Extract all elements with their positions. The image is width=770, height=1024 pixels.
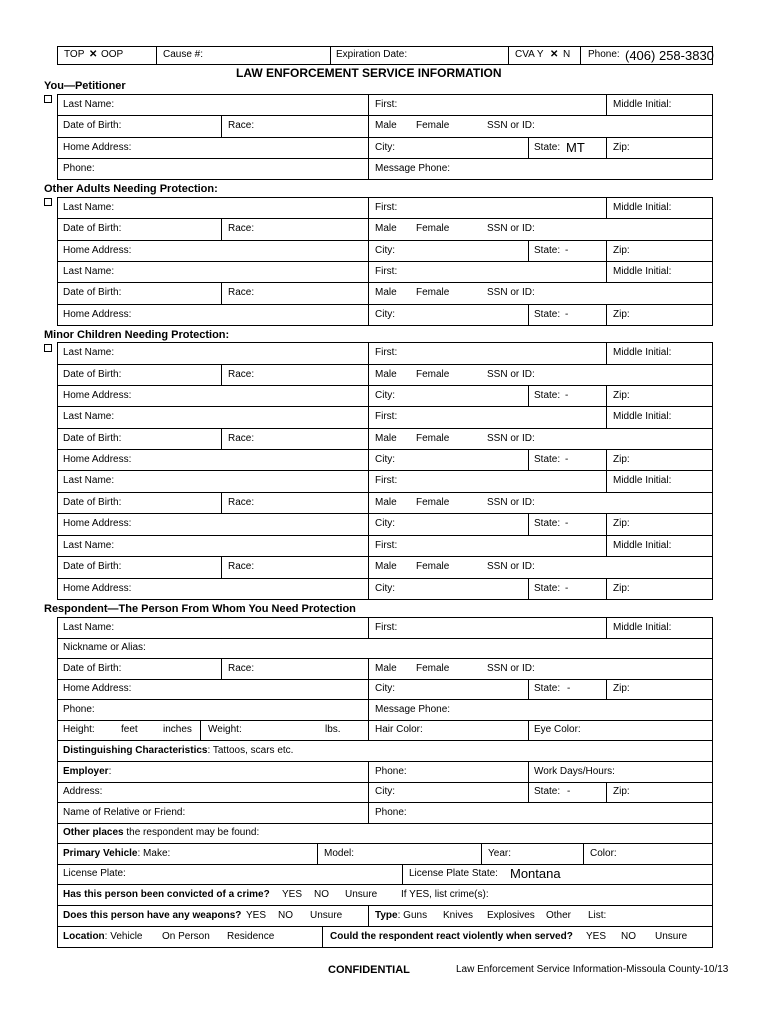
respondent-hair-color-field[interactable]: Hair Color: (375, 724, 423, 735)
child1-race-field[interactable]: Race: (228, 369, 255, 380)
vehicle-make-label: : Make: (137, 848, 171, 859)
location-residence-option[interactable]: Residence (227, 931, 275, 942)
respondent-dob-field[interactable]: Date of Birth: (63, 663, 122, 674)
child2-dob-field[interactable]: Date of Birth: (63, 433, 122, 444)
respondent-plate-state-label: License Plate State: (409, 868, 498, 879)
child1-male-option[interactable]: Male (375, 369, 397, 380)
petitioner-home-address-field[interactable]: Home Address: (63, 142, 132, 153)
child1-city-field[interactable]: City: (375, 390, 395, 401)
respondent-message-phone-field[interactable]: Message Phone: (375, 704, 451, 715)
child3-male-option[interactable]: Male (375, 497, 397, 508)
adult2-dob-field[interactable]: Date of Birth: (63, 287, 122, 298)
respondent-male-option[interactable]: Male (375, 663, 397, 674)
respondent-employer-field[interactable] (63, 766, 111, 778)
respondent-height-field[interactable]: Height: (63, 724, 95, 735)
child1-first-name-field[interactable]: First: (375, 347, 398, 358)
type-label: Type (375, 910, 398, 921)
child3-last-name-field[interactable]: Last Name: (63, 475, 115, 486)
child1-home-address-field[interactable]: Home Address: (63, 390, 132, 401)
child4-race-field[interactable]: Race: (228, 561, 255, 572)
respondent-race-field[interactable]: Race: (228, 663, 255, 674)
petitioner-phone-field[interactable]: Phone: (63, 163, 95, 174)
child1-state-dash: - (565, 390, 569, 401)
child3-first-name-field[interactable]: First: (375, 475, 398, 486)
child3-home-address-field[interactable]: Home Address: (63, 518, 132, 529)
respondent-female-option[interactable]: Female (416, 663, 450, 674)
location-vehicle-label: : Vehicle (104, 931, 143, 942)
child1-zip-field[interactable]: Zip: (613, 390, 630, 401)
adult1-zip-field[interactable]: Zip: (613, 245, 630, 256)
phone-label: Phone: (588, 49, 620, 60)
respondent-employer-address-field[interactable]: Address: (63, 786, 103, 797)
respondent-feet-label: feet (121, 724, 138, 735)
adult2-race-field[interactable]: Race: (228, 287, 255, 298)
adult1-last-name-field[interactable]: Last Name: (63, 202, 115, 213)
convicted-yes-option[interactable]: YES (282, 889, 303, 900)
respondent-nickname-field[interactable]: Nickname or Alias: (63, 642, 146, 653)
adult2-zip-field[interactable]: Zip: (613, 309, 630, 320)
petitioner-checkbox[interactable] (44, 95, 52, 103)
type-guns-label: : Guns (397, 910, 428, 921)
distinguishing-label: Distinguishing Characteristics (63, 745, 208, 756)
child2-state-dash: - (565, 454, 569, 465)
child2-state-field[interactable]: State: (534, 454, 561, 465)
respondent-lbs-label: lbs. (325, 724, 341, 735)
respondent-work-days-field[interactable]: Work Days/Hours: (534, 766, 615, 777)
child1-state-field[interactable]: State: (534, 390, 561, 401)
convicted-question: Has this person been convicted of a crime? (63, 889, 270, 900)
adult2-state-field[interactable]: State: (534, 309, 561, 320)
adult1-ssn-field[interactable]: SSN or ID: (487, 223, 535, 234)
adult1-race-field[interactable]: Race: (228, 223, 255, 234)
petitioner-male-option[interactable]: Male (375, 120, 397, 131)
respondent-vehicle-make-field[interactable] (63, 848, 170, 860)
respondent-last-name-field[interactable]: Last Name: (63, 622, 115, 633)
petitioner-middle-initial-field[interactable]: Middle Initial: (613, 99, 672, 110)
location-label: Location (63, 931, 105, 942)
top-label: TOP (64, 49, 85, 60)
adult1-state-dash: - (565, 245, 569, 256)
child3-race-field[interactable]: Race: (228, 497, 255, 508)
location-on-person-option[interactable]: On Person (162, 931, 210, 942)
respondent-employer-state-dash: - (567, 786, 571, 797)
weapon-type-guns-option[interactable] (375, 910, 427, 922)
location-vehicle-option[interactable] (63, 931, 142, 943)
section-title-minors: Minor Children Needing Protection: (44, 329, 230, 341)
child2-last-name-field[interactable]: Last Name: (63, 411, 115, 422)
respondent-phone-field[interactable]: Phone: (63, 704, 95, 715)
child4-state-dash: - (565, 583, 569, 594)
employer-colon: : (108, 766, 112, 777)
other-adults-checkbox[interactable] (44, 198, 52, 206)
adult1-city-field[interactable]: City: (375, 245, 395, 256)
petitioner-state-label: State: (534, 142, 561, 153)
cause-number-field[interactable]: Cause #: (163, 49, 204, 60)
child4-home-address-field[interactable]: Home Address: (63, 583, 132, 594)
respondent-zip-field[interactable]: Zip: (613, 683, 630, 694)
convicted-no-option[interactable]: NO (314, 889, 329, 900)
child4-state-field[interactable]: State: (534, 583, 561, 594)
child3-middle-initial-field[interactable]: Middle Initial: (613, 475, 672, 486)
child4-first-name-field[interactable]: First: (375, 540, 398, 551)
section-title-petitioner: You—Petitioner (44, 80, 126, 92)
child3-zip-field[interactable]: Zip: (613, 518, 630, 529)
child4-middle-initial-field[interactable]: Middle Initial: (613, 540, 672, 551)
respondent-relative-phone-field[interactable]: Phone: (375, 807, 407, 818)
page-title: LAW ENFORCEMENT SERVICE INFORMATION (236, 66, 502, 80)
petitioner-state-value[interactable]: MT (566, 140, 585, 155)
list-crimes-field[interactable]: If YES, list crime(s): (401, 889, 489, 900)
confidential-label: CONFIDENTIAL (328, 964, 410, 976)
child1-ssn-field[interactable]: SSN or ID: (487, 369, 535, 380)
weapons-unsure-option[interactable]: Unsure (310, 910, 343, 921)
phone-value[interactable]: (406) 258-3830 (625, 48, 714, 63)
weapon-type-other-option[interactable]: Other (546, 910, 572, 921)
adult2-middle-initial-field[interactable]: Middle Initial: (613, 266, 672, 277)
respondent-vehicle-model-field[interactable]: Model: (324, 848, 355, 859)
convicted-unsure-option[interactable]: Unsure (345, 889, 378, 900)
employer-label: Employer (63, 766, 109, 777)
child3-city-field[interactable]: City: (375, 518, 395, 529)
petitioner-city-field[interactable]: City: (375, 142, 395, 153)
respondent-employer-phone-field[interactable]: Phone: (375, 766, 407, 777)
adult2-male-option[interactable]: Male (375, 287, 397, 298)
child2-male-option[interactable]: Male (375, 433, 397, 444)
child3-state-dash: - (565, 518, 569, 529)
respondent-employer-city-field[interactable]: City: (375, 786, 395, 797)
respondent-inches-label: inches (163, 724, 192, 735)
respondent-eye-color-field[interactable]: Eye Color: (534, 724, 581, 735)
respondent-weight-field[interactable]: Weight: (208, 724, 242, 735)
respondent-state-field[interactable]: State: (534, 683, 561, 694)
respondent-first-name-field[interactable]: First: (375, 622, 398, 633)
weapon-type-explosives-option[interactable]: Explosives (487, 910, 535, 921)
section-title-other-adults: Other Adults Needing Protection: (44, 183, 218, 195)
weapon-type-knives-option[interactable]: Knives (443, 910, 474, 921)
respondent-middle-initial-field[interactable]: Middle Initial: (613, 622, 672, 633)
petitioner-female-option[interactable]: Female (416, 120, 450, 131)
child2-home-address-field[interactable]: Home Address: (63, 454, 132, 465)
child1-dob-field[interactable]: Date of Birth: (63, 369, 122, 380)
expiration-date-field[interactable]: Expiration Date: (336, 49, 408, 60)
child3-state-field[interactable]: State: (534, 518, 561, 529)
adult2-ssn-field[interactable]: SSN or ID: (487, 287, 535, 298)
adult1-home-address-field[interactable]: Home Address: (63, 245, 132, 256)
respondent-employer-state-field[interactable]: State: (534, 786, 561, 797)
child2-city-field[interactable]: City: (375, 454, 395, 465)
petitioner-first-name-field[interactable]: First: (375, 99, 398, 110)
child4-city-field[interactable]: City: (375, 583, 395, 594)
child4-zip-field[interactable]: Zip: (613, 583, 630, 594)
child2-first-name-field[interactable]: First: (375, 411, 398, 422)
respondent-ssn-field[interactable]: SSN or ID: (487, 663, 535, 674)
cva-check-mark-icon[interactable]: ✕ (550, 49, 559, 60)
respondent-city-field[interactable]: City: (375, 683, 395, 694)
petitioner-dob-field[interactable]: Date of Birth: (63, 120, 122, 131)
respondent-state-dash: - (567, 683, 571, 694)
weapons-no-option[interactable]: NO (278, 910, 293, 921)
adult2-female-option[interactable]: Female (416, 287, 450, 298)
respondent-vehicle-year-field[interactable]: Year: (488, 848, 511, 859)
respondent-vehicle-color-field[interactable]: Color: (590, 848, 617, 859)
minors-checkbox[interactable] (44, 344, 52, 352)
adult1-state-field[interactable]: State: (534, 245, 561, 256)
child3-dob-field[interactable]: Date of Birth: (63, 497, 122, 508)
adult1-dob-field[interactable]: Date of Birth: (63, 223, 122, 234)
adult2-last-name-field[interactable]: Last Name: (63, 266, 115, 277)
vehicle-label: Primary Vehicle (63, 848, 138, 859)
weapons-question: Does this person have any weapons? (63, 910, 242, 921)
distinguishing-hint: : Tattoos, scars etc. (207, 745, 294, 756)
cva-n-label: N (563, 49, 571, 60)
other-places-hint: the respondent may be found: (123, 827, 260, 838)
violent-no-option[interactable]: NO (621, 931, 636, 942)
child3-female-option[interactable]: Female (416, 497, 450, 508)
oop-label: OOP (101, 49, 124, 60)
adult2-city-field[interactable]: City: (375, 309, 395, 320)
child1-middle-initial-field[interactable]: Middle Initial: (613, 347, 672, 358)
child4-dob-field[interactable]: Date of Birth: (63, 561, 122, 572)
adult1-first-name-field[interactable]: First: (375, 202, 398, 213)
child2-zip-field[interactable]: Zip: (613, 454, 630, 465)
adult2-first-name-field[interactable]: First: (375, 266, 398, 277)
child3-ssn-field[interactable]: SSN or ID: (487, 497, 535, 508)
weapon-list-field[interactable]: List: (588, 910, 607, 921)
form-info-label: Law Enforcement Service Information-Missoula County-10/13 (456, 964, 729, 975)
child4-last-name-field[interactable]: Last Name: (63, 540, 115, 551)
respondent-license-plate-field[interactable]: License Plate: (63, 868, 126, 879)
adult2-home-address-field[interactable]: Home Address: (63, 309, 132, 320)
respondent-other-places-field[interactable] (63, 827, 259, 839)
adult1-middle-initial-field[interactable]: Middle Initial: (613, 202, 672, 213)
respondent-distinguishing-field[interactable] (63, 745, 293, 757)
section-title-respondent: Respondent—The Person From Whom You Need Protection (44, 603, 356, 615)
petitioner-ssn-field[interactable]: SSN or ID: (487, 120, 535, 131)
adult1-female-option[interactable]: Female (416, 223, 450, 234)
child2-middle-initial-field[interactable]: Middle Initial: (613, 411, 672, 422)
child2-ssn-field[interactable]: SSN or ID: (487, 433, 535, 444)
violent-unsure-option[interactable]: Unsure (655, 931, 688, 942)
child1-female-option[interactable]: Female (416, 369, 450, 380)
child4-ssn-field[interactable]: SSN or ID: (487, 561, 535, 572)
child2-race-field[interactable]: Race: (228, 433, 255, 444)
top-check-mark-icon[interactable]: ✕ (89, 49, 98, 60)
adult1-male-option[interactable]: Male (375, 223, 397, 234)
respondent-relative-field[interactable]: Name of Relative or Friend: (63, 807, 186, 818)
other-places-label: Other places (63, 827, 124, 838)
petitioner-zip-field[interactable]: Zip: (613, 142, 630, 153)
petitioner-message-phone-field[interactable]: Message Phone: (375, 163, 451, 174)
respondent-plate-state-value[interactable]: Montana (510, 866, 561, 881)
child1-last-name-field[interactable]: Last Name: (63, 347, 115, 358)
child4-female-option[interactable]: Female (416, 561, 450, 572)
violent-yes-option[interactable]: YES (586, 931, 607, 942)
adult2-state-dash: - (565, 309, 569, 320)
child2-female-option[interactable]: Female (416, 433, 450, 444)
weapons-yes-option[interactable]: YES (246, 910, 267, 921)
respondent-employer-zip-field[interactable]: Zip: (613, 786, 630, 797)
petitioner-last-name-field[interactable]: Last Name: (63, 99, 115, 110)
child4-male-option[interactable]: Male (375, 561, 397, 572)
violent-question: Could the respondent react violently when served? (330, 931, 573, 942)
cva-label: CVA Y (515, 49, 544, 60)
respondent-home-address-field[interactable]: Home Address: (63, 683, 132, 694)
petitioner-race-field[interactable]: Race: (228, 120, 255, 131)
